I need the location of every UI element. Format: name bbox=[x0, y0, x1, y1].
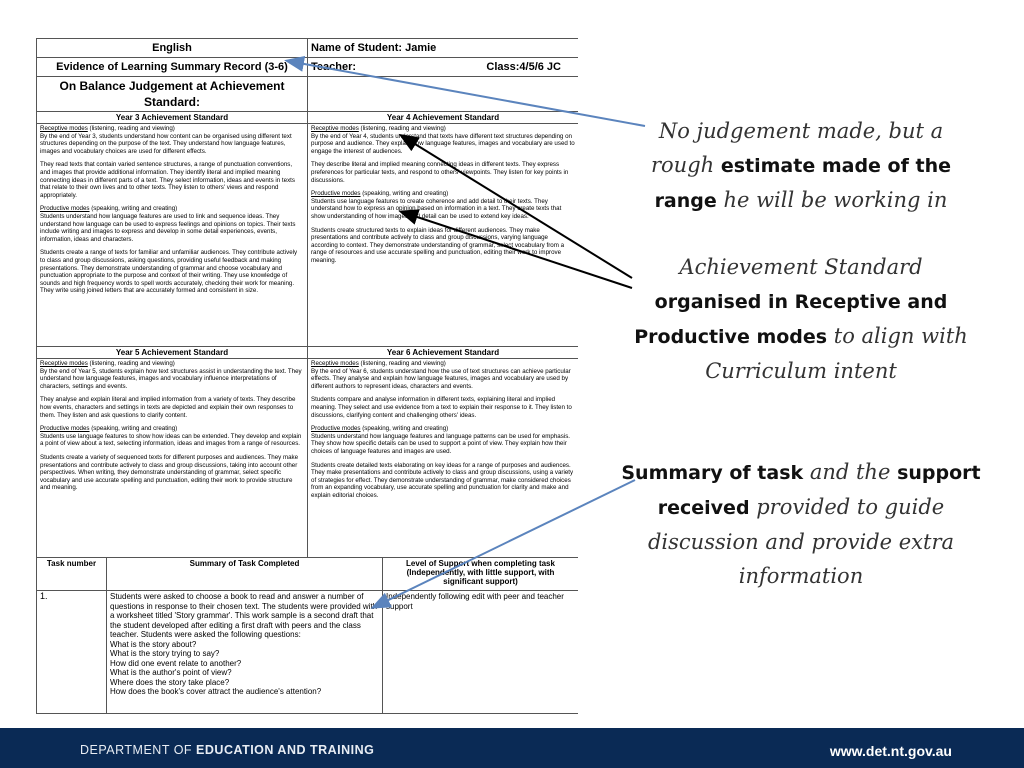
task-question: Where does the story take place? bbox=[110, 677, 230, 687]
annotation-summary: Summary of task and the support received provided to guide discussion and provide extra information bbox=[621, 460, 981, 588]
class-label: Class:4/5/6 JC bbox=[486, 61, 561, 73]
arrow-to-record-title bbox=[288, 61, 645, 126]
task-number-header: Task number bbox=[37, 558, 107, 591]
task-question: What is the story about? bbox=[110, 639, 197, 649]
footer-bar bbox=[0, 728, 1024, 768]
receptive-modes-label: Receptive modes bbox=[311, 125, 359, 132]
subject-cell: English bbox=[37, 39, 308, 58]
task-question: What is the story trying to say? bbox=[110, 649, 220, 658]
productive-modes-label: Productive modes bbox=[311, 190, 361, 198]
task-number-cell: 1. bbox=[37, 591, 107, 714]
task-question: How did one event relate to another? bbox=[110, 658, 242, 668]
receptive-modes-label: Receptive modes bbox=[40, 360, 88, 367]
teacher-label: Teacher: bbox=[311, 61, 357, 73]
year5-standard: Receptive modes (listening, reading and viewing) By the end of Year 5, students explain how text structures assist in understanding the text. They understand how language features, images and vocabulary influence interpretations of characters, settings and events. They analyse and explain literal and implied information from a variety of texts. They describe how events, characters and settings in texts are depicted and explain their own responses to them. They listen and ask questions to clarify content. Productive modes (speaking, writing and creating) Students use language features to show how ideas can be extended. They develop and explain a point of view about a text, selecting information, ideas and images from a range of resources. Students create a variety of sequenced texts for different purposes and audiences. They make presentations and contribute actively to class and group discussions, taking into account other perspectives. When writing, they demonstrate understanding of grammar, select specific vocabulary and use accurate spelling and punctuation, editing their work to provide structure and meaning. bbox=[37, 359, 308, 558]
arrow-to-receptive-modes bbox=[402, 136, 632, 278]
productive-modes-label: Productive modes bbox=[311, 425, 361, 433]
support-level-header: Level of Support when completing task (Independently, with little support, with significant support) bbox=[383, 558, 579, 591]
task-summary-text: Students were asked to choose a book to read and answer a number of questions in response to their chosen text. The students were provided with a worksheet titled 'Story grammar'. This work sample is a second draft that the student developed after editing a first draft with peers and the class teacher. Students were asked the following questions: bbox=[110, 592, 378, 639]
receptive-modes-label: Receptive modes bbox=[311, 360, 359, 367]
support-level-cell: Independently following edit with peer and teacher support bbox=[383, 591, 579, 714]
year3-standard: Receptive modes (listening, reading and viewing) By the end of Year 3, students understand how content can be organised using different text structures depending on the purpose of the text. They understand how language features, images and vocabulary choices are used for different effects. They read texts that contain varied sentence structures, a range of punctuation conventions, and images that provide additional information. They identify literal and implied meaning connecting ideas in different parts of a text. They select information, ideas and events in texts that relate to their own lives and to other texts. They listen to others' views and respond appropriately. Productive modes (speaking, writing and creating) Students understand how language features are used to link and sequence ideas. They understand how language can be used to express feelings and opinions on topics. Their texts include writing and images to express and develop in some detail experiences, events, information, ideas and characters. Students create a range of texts for familiar and unfamiliar audiences. They contribute actively to class and group discussions, asking questions, providing useful feedback and making presentations. They demonstrate understanding of grammar and choose vocabulary and punctuation appropriate to the purpose and context of their writing. They use knowledge of sounds and high frequency words to spell words accurately, checking their work for meaning. They write using joined letters that are accurately formed and consistent in size. bbox=[37, 124, 308, 347]
year5-heading: Year 5 Achievement Standard bbox=[37, 347, 308, 359]
record-title-cell: Evidence of Learning Summary Record (3-6) bbox=[37, 58, 308, 77]
year6-heading: Year 6 Achievement Standard bbox=[308, 347, 579, 359]
receptive-modes-label: Receptive modes bbox=[40, 125, 88, 132]
website-link[interactable]: www.det.nt.gov.au bbox=[829, 743, 952, 759]
year6-standard: Receptive modes (listening, reading and viewing) By the end of Year 6, students understand how the use of text structures can achieve particular effects. They analyse and explain how language features, images and vocabulary are used by different authors to represent ideas, characters and events. Students compare and analyse information in different texts, explaining literal and implied meaning. They select and use evidence from a text to explain their response to it. They listen to discussions, clarifying content and challenging others' ideas. Productive modes (speaking, writing and creating) Students understand how language features and language patterns can be used for emphasis. They show how specific details can be used to support a point of view. They explain how their choices of language features and images are used. Students create detailed texts elaborating on key ideas for a range of purposes and audiences. They make presentations and contribute actively to class and group discussions, using a variety of strategies for effect. They demonstrate understanding of grammar, make considered choices from an expanding vocabulary, use accurate spelling and punctuation for clarity and make and explain editorial choices. bbox=[308, 359, 579, 558]
task-question: What is the author's point of view? bbox=[110, 668, 232, 677]
task-summary-header: Summary of Task Completed bbox=[107, 558, 383, 591]
year4-standard: Receptive modes (listening, reading and viewing) By the end of Year 4, students understand that texts have different text structures depending on purpose and audience. They explain how language features, images and vocabulary are used to engage the interest of audiences. They describe literal and implied meaning connecting ideas in different texts. They express preferences for particular texts, and respond to others' viewpoints. They listen for key points in discussions. Productive modes (speaking, writing and creating) Students use language features to create coherence and add detail to their texts. They understand how to express an opinion based on information in a text. They create texts that show understanding of how images and detail can be used to extend key ideas. Students create structured texts to explain ideas for different audiences. They make presentations and contribute actively to class and group discussions, varying language according to context. They demonstrate understanding of grammar, select vocabulary from a range of resources and use accurate spelling and punctuation, editing their work to improve meaning. bbox=[308, 124, 579, 347]
annotation-judgement: No judgement made, but a rough estimate made of the range he will be working in bbox=[650, 119, 951, 212]
department-name: DEPARTMENT OF EDUCATION AND TRAINING bbox=[80, 743, 375, 757]
annotation-modes: Achievement Standard organised in Receptive and Productive modes to align with Curriculum intent bbox=[634, 255, 968, 383]
arrow-to-task-summary bbox=[374, 480, 635, 607]
productive-modes-label: Productive modes bbox=[40, 425, 90, 433]
judgement-title-cell: On Balance Judgement at Achievement Standard: bbox=[37, 77, 308, 112]
productive-modes-label: Productive modes bbox=[40, 205, 90, 213]
year3-heading: Year 3 Achievement Standard bbox=[37, 112, 308, 124]
year4-heading: Year 4 Achievement Standard bbox=[308, 112, 579, 124]
arrow-to-productive-modes bbox=[402, 212, 632, 288]
student-name-cell: Name of Student: Jamie bbox=[308, 39, 579, 58]
task-question: How does the book's cover attract the audience's attention? bbox=[110, 687, 322, 696]
